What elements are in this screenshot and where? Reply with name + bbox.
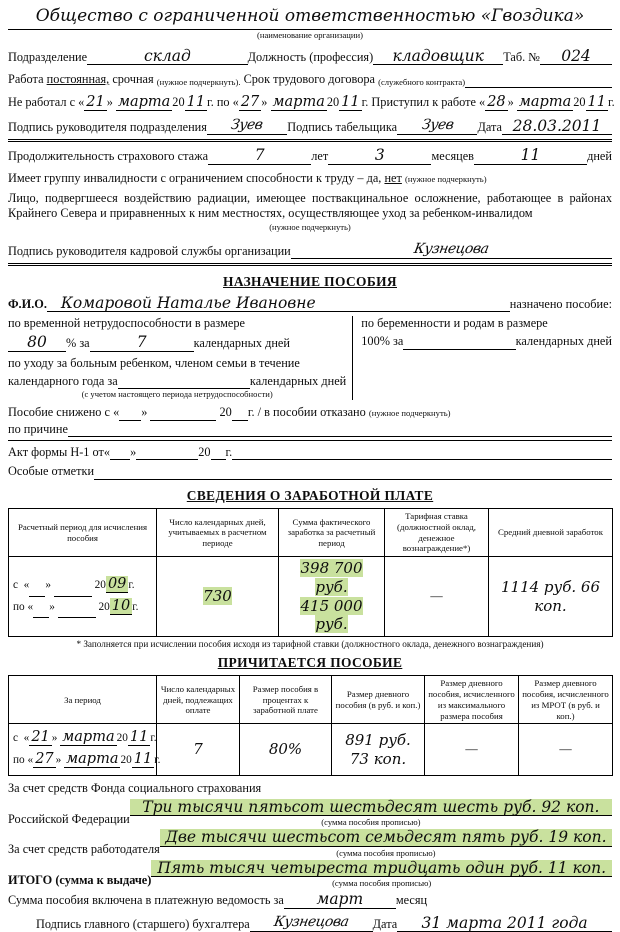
accountant-signature	[250, 914, 373, 932]
raquo: »	[130, 444, 137, 459]
maternity-label: по беременности и родам в размере	[361, 316, 548, 331]
laquo: «	[113, 405, 120, 420]
accountant-label: Подпись главного (старшего) бухгалтера	[36, 916, 250, 931]
section-title-benefit: ПРИЧИТАЕТСЯ ПОСОБИЕ	[217, 654, 403, 670]
salary-sum-value-1: 398 700 руб.	[300, 559, 363, 596]
salary-data-row	[9, 557, 613, 637]
contract-blank	[465, 87, 612, 88]
laquo: «	[103, 444, 111, 459]
year-prefix: 20	[94, 579, 106, 592]
from-day-value: 21	[31, 729, 50, 746]
tab-number-value: 024	[540, 48, 612, 65]
raquo: »	[106, 94, 113, 109]
contract-label: Срок трудового договора	[243, 72, 376, 87]
salary-days-value: 730	[203, 587, 232, 606]
acct-date-label: Дата	[372, 916, 398, 931]
tab-number-label: Таб. №	[503, 49, 540, 64]
head-signature-label: Подпись руководителя подразделения	[8, 120, 207, 135]
rf-label: Российской Федерации	[8, 811, 130, 826]
act-day-blank	[110, 459, 130, 460]
raquo: »	[45, 579, 51, 592]
total-label: ИТОГО (сумма к выдаче)	[8, 873, 152, 888]
absence-day-from: 21	[86, 93, 105, 110]
disability-text: Имеет группу инвалидности с ограничением способности к труду – да,	[8, 170, 382, 185]
divider-thick	[8, 139, 612, 142]
year-prefix: 20	[326, 94, 340, 109]
laquo: «	[479, 94, 486, 109]
timekeeper-signature-script: Зуев	[420, 116, 455, 133]
percent-label: % за	[66, 336, 90, 351]
sum-words-caption: (сумма пособия прописью)	[332, 878, 432, 889]
position-value: кладовщик	[373, 48, 503, 65]
absence-mid: г. по	[207, 94, 230, 109]
reduced-note: (нужное подчеркнуть)	[368, 408, 451, 419]
years-label: лет	[311, 149, 329, 164]
sum-words-caption: (сумма пособия прописью)	[336, 847, 436, 858]
percent-value: 80	[8, 334, 66, 351]
salary-period-cell	[9, 557, 157, 637]
benefit-header-mrot: Размер дневного пособия, исчисленного из МРОТ (в руб. и коп.)	[519, 676, 613, 724]
divider-thick	[8, 263, 612, 266]
accountant-line	[8, 914, 612, 932]
benefit-daily-cell	[332, 724, 425, 776]
radiation-note: (нужное подчеркнуть)	[269, 221, 351, 232]
to-year-value: 11	[133, 750, 153, 767]
benefit-daily-rub: 891 руб.	[345, 731, 411, 750]
salary-table	[8, 508, 613, 637]
salary-header-sum: Сумма фактического заработка за расчетный период	[279, 509, 385, 557]
division-value: склад	[87, 48, 248, 65]
employer-sum-value: Две тысячи шестьсот семьдесят пять руб. 19 коп.	[160, 829, 612, 846]
laquo: «	[27, 753, 34, 766]
year-prefix: 20	[219, 405, 232, 420]
benefit-data-row	[9, 724, 613, 776]
benefit-header-row	[9, 676, 613, 724]
disability-line	[8, 171, 612, 186]
section-title-salary: СВЕДЕНИЯ О ЗАРАБОТНОЙ ПЛАТЕ	[186, 487, 434, 503]
days-label: дней	[587, 149, 612, 164]
from-label: с	[13, 579, 19, 592]
year-prefix: 20	[172, 94, 185, 109]
benefit-header-percent: Размер пособия в процентах к заработной плате	[240, 676, 332, 724]
calendar-days-label: календарных дней	[193, 336, 290, 351]
to-year-value: 10	[111, 597, 131, 614]
year-prefix: 20	[116, 732, 128, 745]
salary-footnote: * Заполняется при исчислении пособия исходя из тарифной ставки (должностного оклада, денежного вознаграждения)	[76, 639, 544, 650]
g-abbrev: г.	[132, 600, 139, 613]
raquo: »	[261, 94, 268, 109]
child-care-line2	[8, 374, 346, 389]
laquo: «	[78, 94, 85, 109]
hr-signature-script: Кузнецова	[412, 240, 491, 257]
act-year-blank	[211, 459, 226, 460]
payroll-month-value: март	[284, 891, 396, 908]
divider-thin	[8, 440, 612, 441]
to-label: по	[13, 600, 25, 613]
benefit-max-cell: —	[425, 724, 519, 776]
g-abbrev: г.	[607, 94, 615, 109]
total-sum-block	[151, 860, 612, 889]
from-year-value: 11	[129, 729, 149, 746]
benefit-period-to	[13, 750, 161, 771]
section-title-assignment: НАЗНАЧЕНИЕ ПОСОБИЯ	[223, 274, 397, 290]
work-permanent-underlined: постоянная,	[46, 72, 110, 87]
absence-year-from: 11	[186, 93, 206, 110]
payroll-label: Сумма пособия включена в платежную ведомость за	[8, 893, 284, 908]
reason-blank	[68, 436, 612, 437]
salary-header-avg: Средний дневной заработок	[489, 509, 613, 557]
employer-sum-block	[160, 829, 612, 858]
child-care-days-label: календарных дней	[249, 374, 347, 389]
act-g: г.	[225, 444, 233, 459]
signatures-line	[8, 117, 612, 136]
resume-day: 28	[487, 93, 506, 110]
reduced-month-blank	[150, 420, 216, 421]
underline-note: (нужное подчеркнуть).	[156, 76, 241, 87]
benefit-daily-kop: 73 коп.	[349, 749, 407, 768]
salary-header-days: Число календарных дней, учитываемых в расчетном периоде	[157, 509, 279, 557]
laquo: «	[23, 732, 30, 745]
tenure-days-value: 11	[474, 147, 587, 164]
maternity-values	[361, 334, 612, 349]
position-label: Должность (профессия)	[247, 49, 374, 64]
division-label: Подразделение	[8, 49, 88, 64]
work-temp: срочная	[112, 72, 154, 87]
g-abbrev: г.	[128, 579, 135, 592]
hr-signature	[291, 241, 612, 260]
absence-year-to: 11	[341, 93, 360, 110]
rf-sum-line	[8, 799, 612, 828]
fio-label: Ф.И.О.	[8, 296, 47, 311]
salary-header-tariff: Тарифная ставка (должностной оклад, денежное вознаграждение*)	[385, 509, 489, 557]
salary-sum-value-2: 415 000 руб.	[300, 596, 363, 634]
special-notes-blank	[94, 479, 612, 480]
absence-month-to: марта	[272, 93, 325, 110]
year-prefix: 20	[573, 94, 586, 109]
benefit-type-columns	[8, 316, 612, 400]
fio-line	[8, 295, 612, 312]
benefit-period-cell	[9, 724, 161, 776]
temp-disability-label: по временной нетрудоспособности в размере	[8, 316, 245, 331]
to-month-blank	[58, 617, 96, 618]
maternity-percent-label: 100% за	[361, 334, 404, 349]
reason-line	[8, 422, 612, 437]
radiation-paragraph: Лицо, подвергшееся воздействию радиации, имеющее поствакцинальное осложнение, работающее в районах Крайнего Севера и приравненных к ним местностях, осуществляющее уход за ребенком-инвалидом	[8, 191, 612, 221]
maternity-days-blank	[403, 349, 515, 350]
benefit-header-period: За период	[9, 676, 157, 724]
to-day-value: 27	[35, 750, 54, 767]
to-label: по	[13, 753, 25, 766]
assigned-label: назначено пособие:	[509, 296, 612, 311]
special-notes-label: Особые отметки	[8, 464, 95, 479]
total-sum-line	[8, 860, 612, 889]
salary-header-period: Расчетный период для исчисления пособия	[9, 509, 157, 557]
temp-disability-column	[8, 316, 352, 400]
benefit-reduced-line	[8, 405, 612, 420]
resume-label: г. Приступил к работе	[361, 94, 476, 109]
act-month-blank	[136, 459, 198, 460]
work-type-line	[8, 72, 612, 87]
payroll-line	[8, 891, 612, 908]
org-title: Общество с ограниченной ответственностью «Гвоздика»	[8, 6, 612, 30]
acct-date-value: 31 марта 2011 года	[397, 915, 612, 932]
reduced-label: Пособие снижено с	[8, 405, 110, 420]
work-prefix: Работа	[8, 72, 44, 87]
reduced-year-blank	[232, 420, 248, 421]
reason-label: по причине	[8, 421, 68, 436]
child-care-label: календарного года за	[8, 374, 118, 389]
act-blank	[232, 459, 612, 460]
raquo: »	[49, 600, 55, 613]
reduced-tail: г. / в пособии отказано	[247, 405, 366, 420]
resume-month: марта	[518, 93, 572, 110]
rf-sum-block	[130, 799, 612, 828]
maternity-days-label: календарных дней	[515, 334, 612, 349]
benefit-days-cell: 7	[157, 724, 240, 776]
raquo: »	[55, 753, 62, 766]
fio-value: Комаровой Наталье Ивановне	[47, 295, 510, 312]
benefit-mrot-cell: —	[519, 724, 613, 776]
year-prefix: 20	[98, 600, 110, 613]
tenure-months-value: 3	[328, 147, 431, 164]
payroll-month-label: месяц	[395, 893, 428, 908]
maternity-column	[352, 316, 612, 400]
org-name-caption: (наименование организации)	[257, 30, 363, 41]
salary-period-from	[13, 575, 153, 596]
disability-no-underlined: нет	[384, 170, 402, 185]
salary-avg-cell: 1114 руб. 66 коп.	[489, 557, 613, 637]
laquo: «	[27, 600, 34, 613]
rf-sum-value: Три тысячи пятьсот шестьдесят шесть руб. 92 коп.	[130, 799, 612, 816]
laquo: «	[232, 94, 239, 109]
act-line	[8, 445, 612, 460]
act-label: Акт формы Н-1 от	[8, 444, 104, 459]
hr-signature-label: Подпись руководителя кадровой службы организации	[8, 243, 291, 258]
from-year-value: 09	[107, 576, 127, 593]
salary-tariff-cell: —	[385, 557, 489, 637]
temp-disability-values	[8, 334, 346, 351]
disability-note: (нужное подчеркнуть)	[404, 173, 487, 184]
timekeeper-signature	[397, 117, 477, 136]
absence-month-from: марта	[117, 93, 171, 110]
g-abbrev: г.	[154, 753, 161, 766]
benefit-table	[8, 675, 613, 776]
hr-signature-line	[8, 241, 612, 260]
employer-label: За счет средств работодателя	[8, 842, 160, 857]
contract-note: (служебного контракта)	[378, 76, 466, 87]
child-care-line1: по уходу за больным ребенком, членом семьи в течение	[8, 355, 300, 370]
tenure-line	[8, 147, 612, 164]
special-notes-line	[8, 464, 612, 479]
salary-days-cell	[157, 557, 279, 637]
g-abbrev: г.	[150, 732, 157, 745]
to-month-value: марта	[66, 750, 119, 767]
from-month-value: марта	[62, 729, 115, 746]
benefit-header-daily: Размер дневного пособия (в руб. и коп.)	[332, 676, 425, 724]
fss-line: За счет средств Фонда социального страхования	[8, 781, 262, 796]
absence-line	[8, 93, 615, 110]
raquo: »	[507, 94, 514, 109]
reduced-day-blank	[119, 420, 141, 421]
tenure-years-value: 7	[208, 147, 311, 164]
sum-words-caption: (сумма пособия прописью)	[321, 816, 421, 827]
accountant-signature-script: Кузнецова	[272, 913, 350, 930]
timekeeper-label: Подпись табельщика	[287, 120, 398, 135]
paid-days-value: 7	[90, 334, 194, 351]
benefit-header-days: Число календарных дней, подлежащих оплате	[157, 676, 240, 724]
tenure-label: Продолжительность страхового стажа	[8, 149, 209, 164]
benefit-header-max: Размер дневного пособия, исчисленного из максимального размера пособия	[425, 676, 519, 724]
salary-period-to	[13, 597, 153, 618]
benefit-period-from	[13, 728, 157, 749]
year-prefix: 20	[198, 444, 211, 459]
salary-sum-cell	[279, 557, 385, 637]
employer-sum-line	[8, 829, 612, 858]
salary-header-row	[9, 509, 613, 557]
child-care-note: (с учетом настоящего периода нетрудоспособности)	[81, 389, 273, 400]
raquo: »	[141, 405, 148, 420]
division-line	[8, 48, 612, 65]
resume-year: 11	[587, 93, 606, 110]
to-day-blank	[33, 617, 49, 618]
head-signature-script: Зуев	[230, 116, 265, 133]
laquo: «	[23, 579, 30, 592]
date-label: Дата	[477, 120, 502, 135]
date-value: 28.03.2011	[502, 118, 612, 135]
absence-label: Не работал с	[8, 94, 76, 109]
raquo: »	[51, 732, 58, 745]
year-prefix: 20	[120, 753, 132, 766]
head-signature	[207, 117, 287, 136]
months-label: месяцев	[431, 149, 474, 164]
total-sum-value: Пять тысяч четыреста тридцать один руб. 11 коп.	[151, 860, 612, 877]
benefit-percent-cell: 80%	[240, 724, 332, 776]
from-label: с	[13, 732, 19, 745]
absence-day-to: 27	[240, 93, 260, 110]
